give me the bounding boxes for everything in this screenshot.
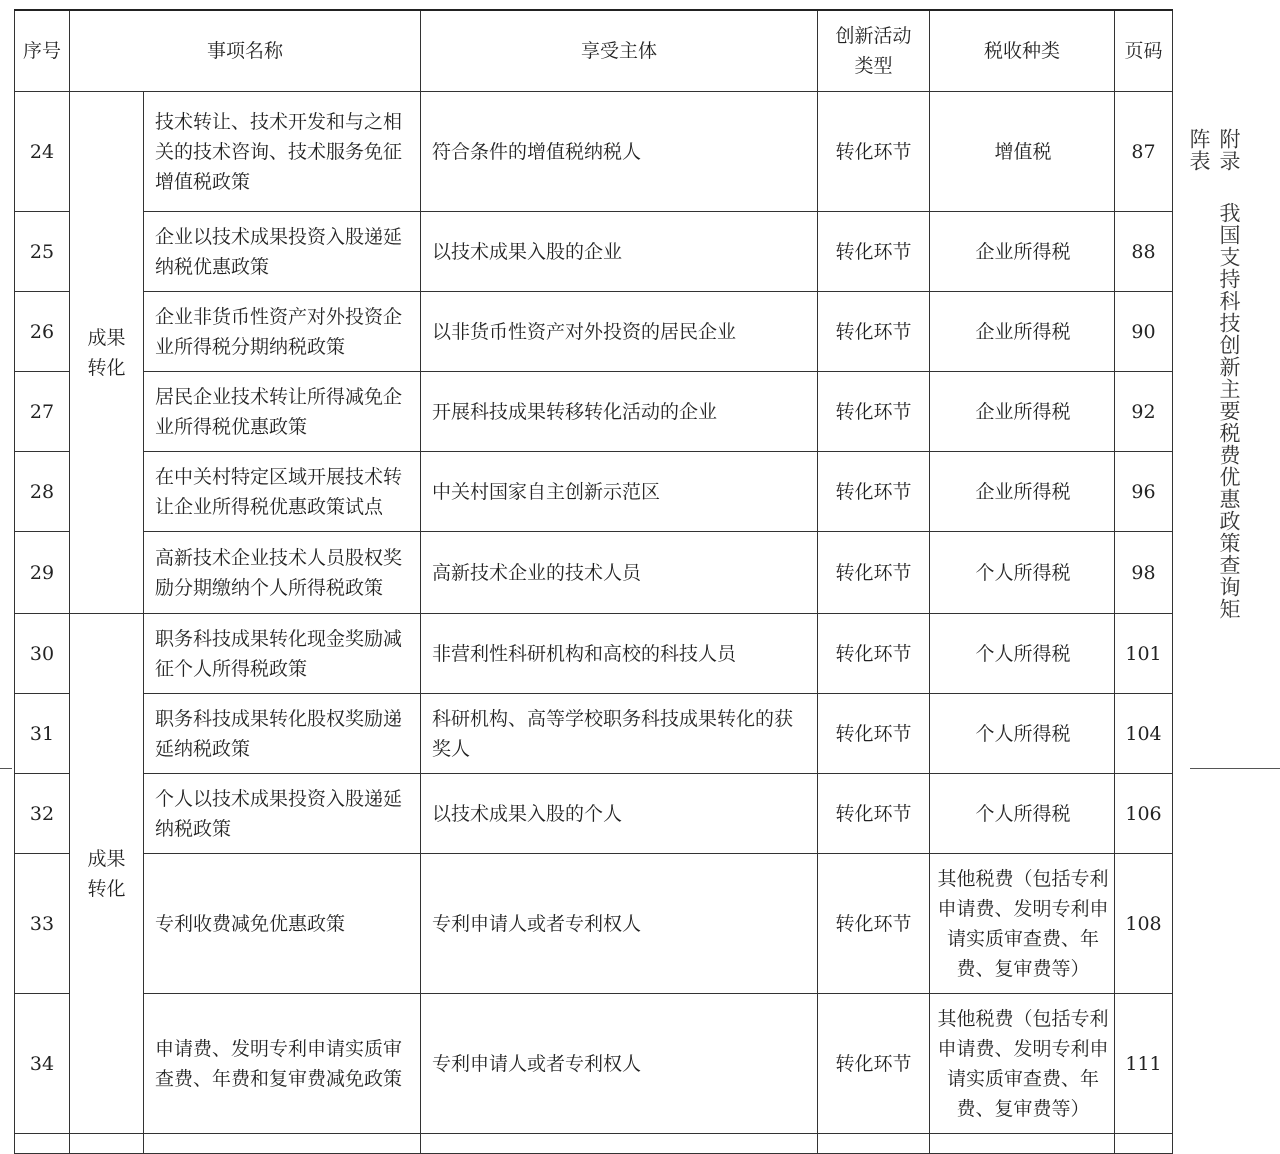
- table-row: [15, 994, 1173, 1134]
- policy-matrix-table: [14, 9, 1173, 1154]
- row-activity: 转化环节: [818, 292, 930, 372]
- row-page: 92: [1115, 372, 1173, 452]
- table-row: [15, 292, 1173, 372]
- header-no: 序号: [15, 10, 70, 92]
- appendix-title: 我国支持科技创新主要税费优惠政策查询矩阵表: [1187, 128, 1241, 620]
- row-subject: 以技术成果入股的个人: [421, 774, 818, 854]
- header-tax: 税收种类: [930, 10, 1115, 92]
- row-item: 职务科技成果转化股权奖励递延纳税政策: [144, 694, 421, 774]
- row-item: 职务科技成果转化现金奖励减征个人所得税政策: [144, 614, 421, 694]
- header-activity: [818, 10, 930, 92]
- row-no: 26: [15, 292, 70, 372]
- row-activity: 转化环节: [818, 212, 930, 292]
- row-tax: 企业所得税: [930, 212, 1115, 292]
- table-row: [15, 372, 1173, 452]
- row-no: 31: [15, 694, 70, 774]
- row-item: 技术转让、技术开发和与之相关的技术咨询、技术服务免征增值税政策: [144, 92, 421, 212]
- row-tax: 个人所得税: [930, 614, 1115, 694]
- row-activity: 转化环节: [818, 614, 930, 694]
- table-row-continuation: [15, 1134, 1173, 1154]
- row-no: 32: [15, 774, 70, 854]
- row-page: 101: [1115, 614, 1173, 694]
- row-tax: 其他税费（包括专利申请费、发明专利申请实质审查费、年费、复审费等）: [930, 994, 1115, 1134]
- row-no: 28: [15, 452, 70, 532]
- table-row: [15, 854, 1173, 994]
- row-page: 111: [1115, 994, 1173, 1134]
- row-tax: 个人所得税: [930, 774, 1115, 854]
- row-tax: 企业所得税: [930, 452, 1115, 532]
- row-subject: 符合条件的增值税纳税人: [421, 92, 818, 212]
- row-item: 在中关村特定区域开展技术转让企业所得税优惠政策试点: [144, 452, 421, 532]
- row-item: 申请费、发明专利申请实质审查费、年费和复审费减免政策: [144, 994, 421, 1134]
- row-activity: 转化环节: [818, 532, 930, 614]
- row-tax: 企业所得税: [930, 372, 1115, 452]
- row-subject: 中关村国家自主创新示范区: [421, 452, 818, 532]
- row-activity: 转化环节: [818, 372, 930, 452]
- table-row: [15, 92, 1173, 212]
- table-row: [15, 614, 1173, 694]
- header-activity-label: 创新活动 类型: [835, 25, 912, 77]
- row-tax: 企业所得税: [930, 292, 1115, 372]
- row-subject: 科研机构、高等学校职务科技成果转化的获奖人: [421, 694, 818, 774]
- row-page: 98: [1115, 532, 1173, 614]
- row-page: 90: [1115, 292, 1173, 372]
- table-row: [15, 212, 1173, 292]
- row-no: 30: [15, 614, 70, 694]
- row-no: 24: [15, 92, 70, 212]
- row-item: 个人以技术成果投资入股递延纳税政策: [144, 774, 421, 854]
- row-activity: 转化环节: [818, 92, 930, 212]
- appendix-label: 附录: [1217, 128, 1241, 172]
- margin-rule-left: [0, 768, 12, 769]
- row-subject: 以非货币性资产对外投资的居民企业: [421, 292, 818, 372]
- group-label: [70, 92, 144, 614]
- side-running-title: [1187, 128, 1244, 628]
- row-item: 专利收费减免优惠政策: [144, 854, 421, 994]
- row-tax: 其他税费（包括专利申请费、发明专利申请实质审查费、年费、复审费等）: [930, 854, 1115, 994]
- header-item: 事项名称: [70, 10, 421, 92]
- group-label-text: 成果 转化: [87, 326, 126, 379]
- row-subject: 专利申请人或者专利权人: [421, 854, 818, 994]
- row-activity: 转化环节: [818, 694, 930, 774]
- table-row: [15, 532, 1173, 614]
- row-activity: 转化环节: [818, 994, 930, 1134]
- row-item: 企业以技术成果投资入股递延纳税优惠政策: [144, 212, 421, 292]
- row-page: 104: [1115, 694, 1173, 774]
- row-subject: 开展科技成果转移转化活动的企业: [421, 372, 818, 452]
- row-page: 96: [1115, 452, 1173, 532]
- row-activity: 转化环节: [818, 452, 930, 532]
- table-row: [15, 774, 1173, 854]
- table-row: [15, 694, 1173, 774]
- margin-rule-right: [1190, 768, 1280, 769]
- row-subject: 以技术成果入股的企业: [421, 212, 818, 292]
- row-no: 27: [15, 372, 70, 452]
- row-page: 108: [1115, 854, 1173, 994]
- row-subject: 非营利性科研机构和高校的科技人员: [421, 614, 818, 694]
- row-page: 88: [1115, 212, 1173, 292]
- header-subject: 享受主体: [421, 10, 818, 92]
- row-no: 33: [15, 854, 70, 994]
- row-item: 高新技术企业技术人员股权奖励分期缴纳个人所得税政策: [144, 532, 421, 614]
- row-item: 企业非货币性资产对外投资企业所得税分期纳税政策: [144, 292, 421, 372]
- row-no: 29: [15, 532, 70, 614]
- row-page: 87: [1115, 92, 1173, 212]
- table-row: [15, 452, 1173, 532]
- table-header-row: [15, 10, 1173, 92]
- row-tax: 个人所得税: [930, 532, 1115, 614]
- row-tax: 增值税: [930, 92, 1115, 212]
- row-subject: 专利申请人或者专利权人: [421, 994, 818, 1134]
- row-page: 106: [1115, 774, 1173, 854]
- group-label: [70, 614, 144, 1134]
- row-item: 居民企业技术转让所得减免企业所得税优惠政策: [144, 372, 421, 452]
- header-page: 页码: [1115, 10, 1173, 92]
- row-tax: 个人所得税: [930, 694, 1115, 774]
- row-activity: 转化环节: [818, 854, 930, 994]
- row-activity: 转化环节: [818, 774, 930, 854]
- row-subject: 高新技术企业的技术人员: [421, 532, 818, 614]
- group-label-text: 成果 转化: [87, 847, 126, 900]
- row-no: 34: [15, 994, 70, 1134]
- row-no: 25: [15, 212, 70, 292]
